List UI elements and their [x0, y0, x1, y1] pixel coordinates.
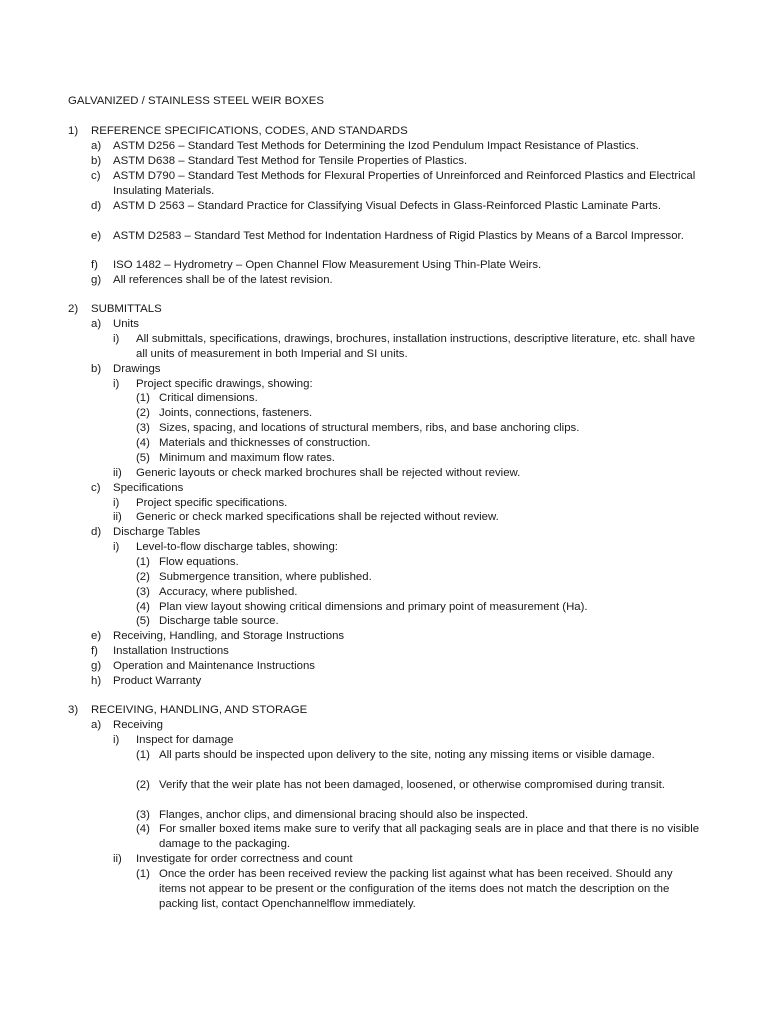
item-text: Drawings	[113, 363, 161, 375]
item-text: ASTM D2583 – Standard Test Method for Indentation Hardness of Rigid Plastics by Means of a Barcol Impressor.	[113, 230, 684, 242]
item-text: For smaller boxed items make sure to verify that all packaging seals are in place and that there is no visible damage to the packaging.	[159, 823, 700, 850]
item-text: ASTM D638 – Standard Test Method for Tensile Properties of Plastics.	[113, 155, 468, 167]
item-text: All references shall be of the latest revision.	[113, 274, 333, 286]
item-text: Discharge table source.	[159, 615, 279, 627]
item-text: ISO 1482 – Hydrometry – Open Channel Flow Measurement Using Thin-Plate Weirs.	[113, 259, 542, 271]
item-text: Accuracy, where published.	[159, 586, 298, 598]
item-text: Units	[113, 318, 139, 330]
item-text: Materials and thicknesses of construction.	[159, 437, 371, 449]
item-number: d)	[91, 526, 102, 538]
item-number: (2)	[136, 779, 150, 791]
section-number: 2)	[68, 303, 79, 315]
item-text: Level-to-flow discharge tables, showing:	[136, 541, 338, 553]
item-number: (3)	[136, 809, 150, 821]
document-title: GALVANIZED / STAINLESS STEEL WEIR BOXES	[68, 95, 324, 107]
item-text: Verify that the weir plate has not been damaged, loosened, or otherwise compromised during transit.	[159, 779, 665, 791]
item-text: Generic or check marked specifications shall be rejected without review.	[136, 511, 499, 523]
item-number: a)	[91, 140, 102, 152]
item-text: ASTM D790 – Standard Test Methods for Flexural Properties of Unreinforced and Reinforced Plastics and Electrical Insulating Materials.	[113, 170, 696, 197]
item-number: i)	[113, 378, 120, 390]
item-text: Generic layouts or check marked brochures shall be rejected without review.	[136, 467, 521, 479]
item-text: Project specific specifications.	[136, 497, 288, 509]
item-text: Critical dimensions.	[159, 392, 258, 404]
item-text: Once the order has been received review the packing list against what has been received. Should any items not appear to be present or the configuration of the items does not match the description on the packing list, contact Openchannelflow immediately.	[159, 868, 673, 910]
item-number: (2)	[136, 571, 150, 583]
item-text: Submergence transition, where published.	[159, 571, 372, 583]
item-number: b)	[91, 363, 102, 375]
section-title: REFERENCE SPECIFICATIONS, CODES, AND STANDARDS	[91, 125, 408, 137]
item-number: (4)	[136, 823, 150, 835]
item-number: i)	[113, 734, 120, 746]
item-number: i)	[113, 497, 120, 509]
item-text: Discharge Tables	[113, 526, 201, 538]
item-text: Inspect for damage	[136, 734, 234, 746]
item-number: a)	[91, 719, 102, 731]
item-number: e)	[91, 630, 102, 642]
item-number: c)	[91, 482, 101, 494]
item-text: All parts should be inspected upon delivery to the site, noting any missing items or visible damage.	[159, 749, 655, 761]
item-number: (4)	[136, 601, 150, 613]
item-number: e)	[91, 230, 102, 242]
item-number: h)	[91, 675, 102, 687]
item-number: ii)	[113, 467, 122, 479]
section-number: 1)	[68, 125, 79, 137]
section-title: RECEIVING, HANDLING, AND STORAGE	[91, 704, 308, 716]
item-number: (4)	[136, 437, 150, 449]
item-number: d)	[91, 200, 102, 212]
item-text: Joints, connections, fasteners.	[159, 407, 313, 419]
item-number: ii)	[113, 853, 122, 865]
item-number: (1)	[136, 556, 150, 568]
section-number: 3)	[68, 704, 79, 716]
item-text: Project specific drawings, showing:	[136, 378, 313, 390]
item-text: Flanges, anchor clips, and dimensional bracing should also be inspected.	[159, 809, 529, 821]
item-text: Sizes, spacing, and locations of structural members, ribs, and base anchoring clips.	[159, 422, 580, 434]
item-text: Installation Instructions	[113, 645, 229, 657]
item-number: i)	[113, 333, 120, 345]
item-text: Receiving	[113, 719, 164, 731]
item-text: Operation and Maintenance Instructions	[113, 660, 315, 672]
item-number: f)	[91, 645, 98, 657]
item-number: ii)	[113, 511, 122, 523]
item-text: ASTM D 2563 – Standard Practice for Classifying Visual Defects in Glass-Reinforced Plastic Laminate Parts.	[113, 200, 662, 212]
section-title: SUBMITTALS	[91, 303, 162, 315]
item-text: Product Warranty	[113, 675, 202, 687]
item-number: (2)	[136, 407, 150, 419]
item-number: f)	[91, 259, 98, 271]
item-text: ASTM D256 – Standard Test Methods for Determining the Izod Pendulum Impact Resistance of Plastics.	[113, 140, 639, 152]
item-text: Minimum and maximum flow rates.	[159, 452, 335, 464]
item-number: a)	[91, 318, 102, 330]
item-number: (5)	[136, 452, 150, 464]
item-number: (1)	[136, 868, 150, 880]
item-text: Plan view layout showing critical dimensions and primary point of measurement (Ha).	[159, 601, 588, 613]
item-number: g)	[91, 660, 102, 672]
item-text: All submittals, specifications, drawings, brochures, installation instructions, descriptive literature, etc. shall have all units of measurement in both Imperial and SI units.	[136, 333, 696, 360]
item-number: c)	[91, 170, 101, 182]
item-number: (1)	[136, 749, 150, 761]
item-text: Receiving, Handling, and Storage Instructions	[113, 630, 345, 642]
item-number: (1)	[136, 392, 150, 404]
item-number: (5)	[136, 615, 150, 627]
item-number: b)	[91, 155, 102, 167]
item-number: g)	[91, 274, 102, 286]
item-number: (3)	[136, 586, 150, 598]
item-number: (3)	[136, 422, 150, 434]
item-number: i)	[113, 541, 120, 553]
item-text: Investigate for order correctness and count	[136, 853, 353, 865]
item-text: Flow equations.	[159, 556, 239, 568]
item-text: Specifications	[113, 482, 184, 494]
